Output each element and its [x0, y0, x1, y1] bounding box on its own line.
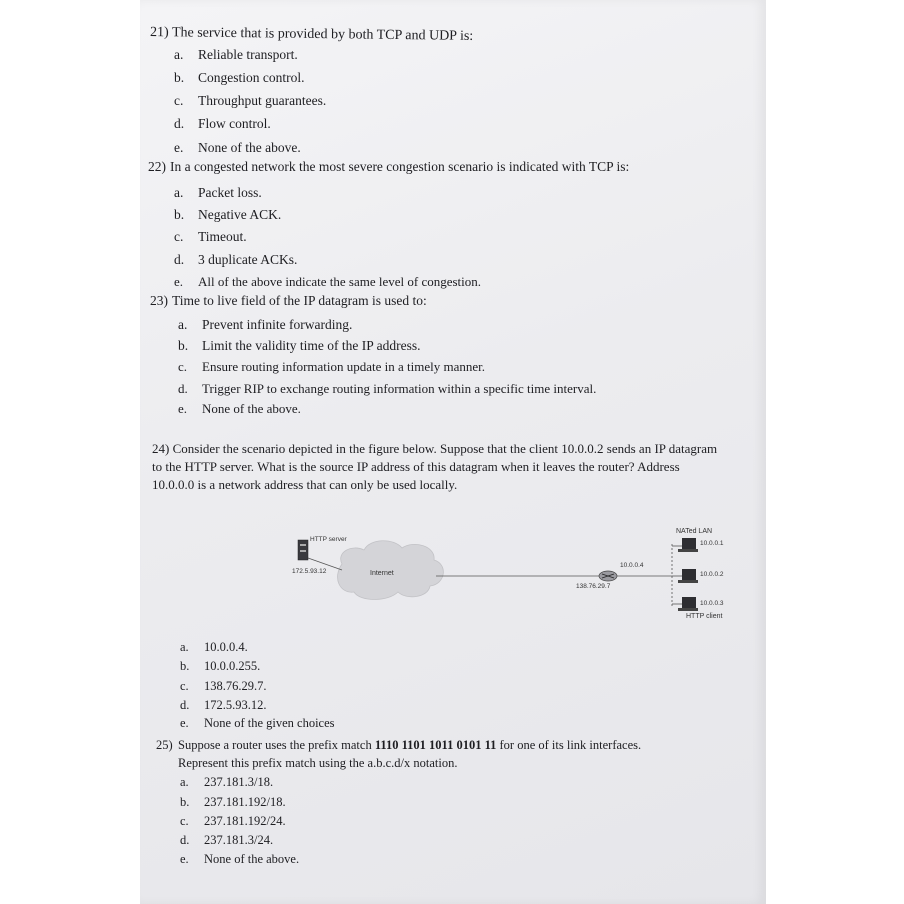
q25-option-c: c. 237.181.192/24.: [180, 814, 286, 828]
question-23: [150, 292, 427, 310]
nat-lan-label: NATed LAN: [676, 528, 713, 535]
host-3-ip-label: 10.0.0.3: [700, 600, 724, 607]
q21-option-a: a. Reliable transport.: [174, 47, 298, 62]
q22-option-e: e. All of the above indicate the same level of congestion.: [174, 274, 482, 289]
q22-option-a: a. Packet loss.: [174, 185, 262, 200]
http-server-label: HTTP server: [310, 536, 347, 543]
question-21: [150, 24, 473, 46]
q22-option-d: d. 3 duplicate ACKs.: [174, 252, 298, 267]
question-25-line2: Represent this prefix match using the a.b.c.d/x notation.: [178, 756, 458, 770]
question-text: Consider the scenario depicted in the figure below. Suppose that the client 10.0.0.2 sends an IP datagram to the HTTP server. What is the source IP address of this datagram when it leaves the router? Address 10.0.0.0 is a network address that can only be used locally.: [152, 441, 718, 492]
q21-option-d: d. Flow control.: [174, 116, 271, 131]
q24-option-a: a. 10.0.0.4.: [180, 640, 248, 654]
question-number: 22): [148, 159, 166, 174]
background-right: [766, 0, 904, 904]
question-text: The service that is provided by both TCP and UDP is:: [171, 25, 474, 44]
question-text: In a congested network the most severe congestion scenario is indicated with TCP is:: [170, 159, 630, 174]
host-2-ip-label: 10.0.0.2: [700, 571, 724, 578]
q24-option-e: e. None of the given choices: [180, 716, 335, 730]
q23-option-a: a. Prevent infinite forwarding.: [178, 317, 353, 332]
question-number: 21): [149, 25, 169, 41]
question-number: 25): [156, 738, 173, 752]
q21-option-b: b. Congestion control.: [174, 70, 305, 85]
server-ip-label: 172.5.93.12: [292, 568, 327, 575]
router-wan-ip-label: 138.76.29.7: [576, 583, 611, 590]
question-text: Time to live field of the IP datagram is used to:: [172, 293, 427, 308]
q23-option-d: d. Trigger RIP to exchange routing information within a specific time interval.: [178, 381, 597, 396]
q25-option-b: b. 237.181.192/18.: [180, 795, 286, 809]
q25-option-a: a. 237.181.3/18.: [180, 775, 274, 789]
host-1-ip-label: 10.0.0.1: [700, 540, 724, 547]
q24-option-c: c. 138.76.29.7.: [180, 679, 267, 693]
q25-option-d: d. 237.181.3/24.: [180, 833, 274, 847]
host-1-icon: [678, 538, 698, 552]
internet-label: Internet: [370, 570, 394, 577]
background-left: [0, 0, 140, 904]
question-22: [148, 158, 629, 176]
q21-option-c: c. Throughput guarantees.: [174, 93, 327, 108]
exam-page: [140, 0, 766, 904]
prefix-bits: 1110 1101 1011 0101 11: [374, 738, 497, 752]
q24-option-b: b. 10.0.0.255.: [180, 659, 261, 673]
q23-option-b: b. Limit the validity time of the IP address.: [178, 338, 421, 353]
q23-option-c: c. Ensure routing information update in a timely manner.: [178, 359, 486, 374]
http-client-label: HTTP client: [686, 613, 723, 620]
question-25: 25) Suppose a router uses the prefix match 1110 1101 1011 0101 11 for one of its link interfaces.: [156, 738, 642, 752]
question-24: [152, 440, 722, 494]
router-lan-ip-label: 10.0.0.4: [620, 562, 644, 569]
nat-network-figure: [290, 522, 760, 632]
q25-option-e: e. None of the above.: [180, 852, 300, 866]
q22-option-c: c. Timeout.: [174, 229, 247, 244]
question-number: 24): [152, 441, 170, 456]
q23-option-e: e. None of the above.: [178, 401, 301, 416]
question-number: 23): [150, 293, 168, 308]
q21-option-e: e. None of the above.: [174, 140, 301, 155]
q22-option-b: b. Negative ACK.: [174, 207, 282, 222]
q24-option-d: d. 172.5.93.12.: [180, 698, 267, 712]
